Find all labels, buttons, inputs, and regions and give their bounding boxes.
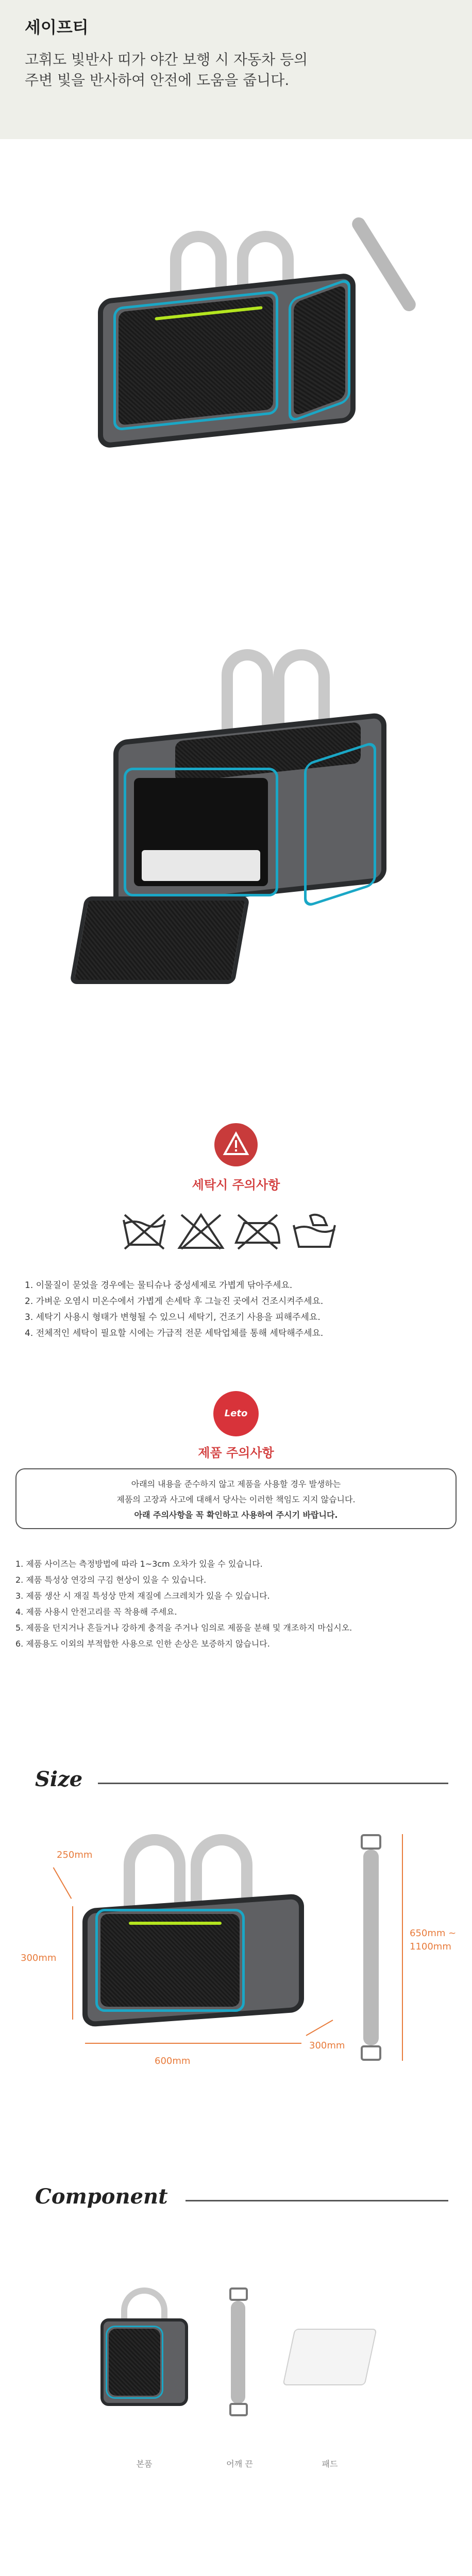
reflective-trim-side xyxy=(304,740,376,908)
reflective-trim-side xyxy=(289,277,350,423)
no-iron-icon xyxy=(233,1211,282,1252)
component-label: 어깨 끈 xyxy=(226,2459,253,2469)
safety-title: 세이프티 xyxy=(25,18,89,37)
width-label: 600mm xyxy=(155,2056,191,2066)
list-item: 2. 제품 특성상 연강의 구김 현상이 있을 수 있습니다. xyxy=(15,1575,207,1585)
list-item: 2. 가벼운 오염시 미온수에서 가볍게 손세탁 후 그늘진 곳에서 건조시켜주세요. xyxy=(25,1296,324,1307)
strap-buckle xyxy=(361,1834,381,1850)
strap-buckle xyxy=(361,2045,381,2061)
hand-wash-icon xyxy=(290,1211,339,1252)
list-item: 4. 전체적인 세탁이 필요할 시에는 가급적 전문 세탁업체를 통해 세탁해주세요. xyxy=(25,1328,324,1338)
component-label: 패드 xyxy=(322,2459,338,2469)
depth-dim-line xyxy=(306,2020,333,2036)
strap-buckle xyxy=(229,2287,248,2301)
height-dim-line xyxy=(53,1867,72,1899)
list-item: 4. 제품 사용시 안전고리를 꼭 착용해 주세요. xyxy=(15,1607,177,1617)
caution-box-line-2: 제품의 고장과 사고에 대해서 당사는 이러한 책임도 지지 않습니다. xyxy=(116,1495,356,1504)
product-image-open xyxy=(0,639,472,1010)
depth-side-dim-line xyxy=(72,1906,73,2020)
component-main-bag xyxy=(100,2287,188,2416)
depth-side-label: 300mm xyxy=(21,1953,57,1963)
reflective-trim xyxy=(113,290,278,431)
interior-pad xyxy=(142,850,260,881)
caution-box-line-1: 아래의 내용을 준수하지 않고 제품을 사용할 경우 발생하는 xyxy=(131,1479,341,1489)
lime-stripe xyxy=(129,1922,222,1925)
product-caution-title: 제품 주의사항 xyxy=(198,1446,274,1460)
open-door-flap xyxy=(70,896,250,984)
reflective-trim xyxy=(106,2326,163,2399)
component-heading: Component xyxy=(35,2184,168,2209)
size-diagram xyxy=(0,1814,472,2102)
list-item: 5. 제품을 던지거나 흔들거나 강하게 충격을 주거나 임의로 제품을 분해 및 개조하지 마십시오. xyxy=(15,1623,352,1633)
list-item: 6. 제품용도 이외의 부적합한 사용으로 인한 손상은 보증하지 않습니다. xyxy=(15,1639,270,1649)
safety-desc-line-1: 고휘도 빛반사 띠가 야간 보행 시 자동차 등의 xyxy=(25,51,308,68)
product-image-closed xyxy=(0,170,472,459)
warning-icon xyxy=(214,1123,258,1166)
safety-desc-line-2: 주변 빛을 반사하여 안전에 도움을 줍니다. xyxy=(25,72,290,89)
component-heading-rule xyxy=(186,2200,448,2201)
depth-label: 300mm xyxy=(309,2040,345,2051)
size-heading: Size xyxy=(35,1767,83,1791)
shoulder-strap xyxy=(363,1850,379,2045)
safety-description xyxy=(25,49,447,91)
size-heading-rule xyxy=(98,1783,448,1784)
height-label: 250mm xyxy=(57,1850,93,1860)
component-strap xyxy=(216,2287,263,2416)
list-item: 1. 이물질이 묻었을 경우에는 물티슈나 중성세제로 가볍게 닦아주세요. xyxy=(25,1280,293,1291)
caution-box-line-3: 아래 주의사항을 꼭 확인하고 사용하여 주시기 바랍니다. xyxy=(134,1510,338,1520)
list-item: 3. 제품 생산 시 재질 특성상 만져 재질에 스크레치가 있을 수 있습니다. xyxy=(15,1591,270,1601)
safety-banner xyxy=(0,0,472,139)
strap-length-label: 650mm ~ 1100mm xyxy=(410,1928,457,1952)
list-item: 1. 제품 사이즈는 측정방법에 따라 1~3cm 오차가 있을 수 있습니다. xyxy=(15,1559,263,1569)
wash-caution-title: 세탁시 주의사항 xyxy=(192,1178,280,1192)
wash-instructions-list xyxy=(25,1278,458,1342)
strap-dim-line xyxy=(402,1834,403,2061)
leto-logo: Leto xyxy=(213,1391,259,1436)
component-pad xyxy=(282,2329,377,2385)
component-label: 본품 xyxy=(136,2459,153,2469)
width-dim-line xyxy=(85,2043,301,2044)
no-bleach-icon xyxy=(176,1211,226,1252)
strap-band xyxy=(231,2301,245,2404)
list-item: 3. 세탁기 사용시 형태가 변형될 수 있으니 세탁기, 건조기 사용을 피해주세요. xyxy=(25,1312,321,1323)
product-caution-list xyxy=(15,1556,459,1652)
no-wash-icon xyxy=(120,1211,169,1252)
shoulder-strap xyxy=(349,215,418,314)
caution-notice-box xyxy=(15,1468,457,1529)
strap-buckle xyxy=(229,2403,248,2416)
